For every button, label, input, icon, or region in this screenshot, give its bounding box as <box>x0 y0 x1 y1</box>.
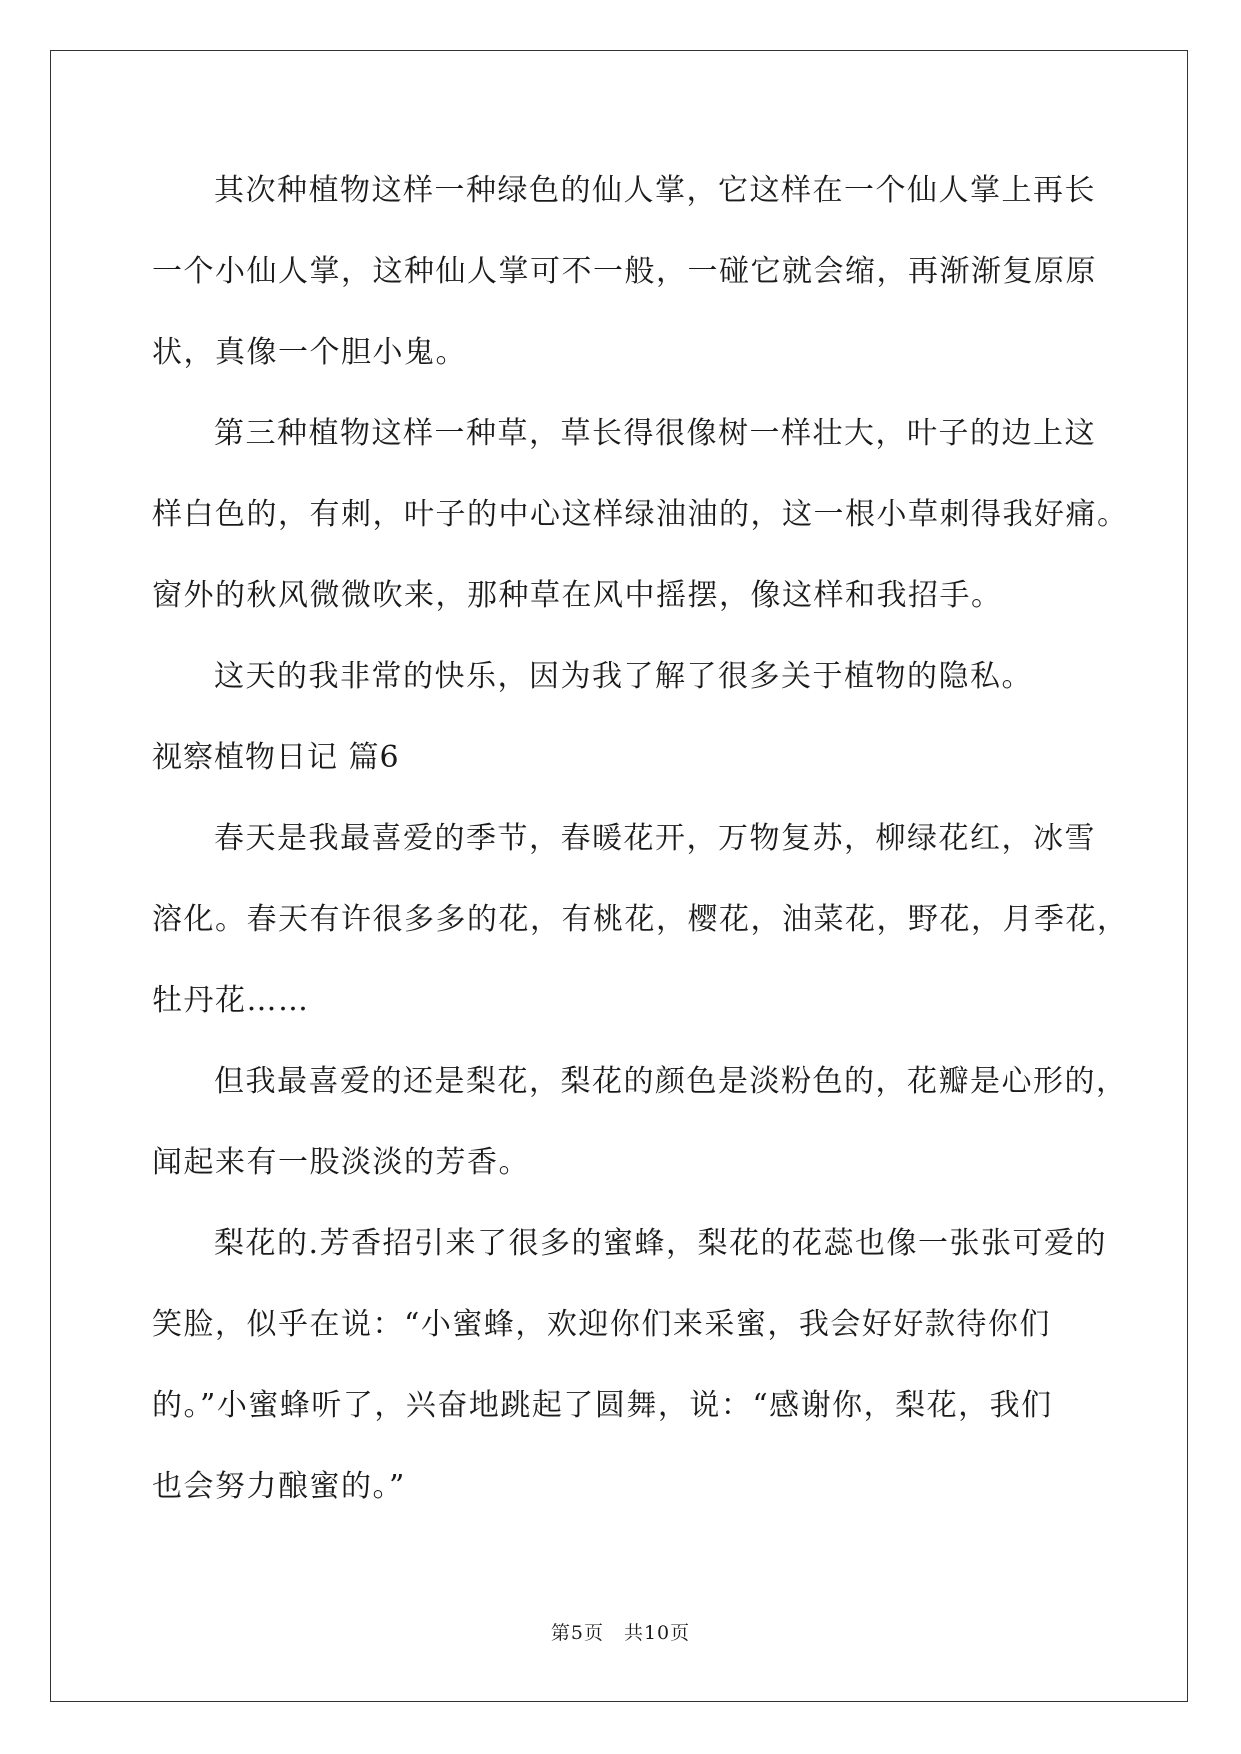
document-body <box>152 160 1129 1537</box>
text-line: 梨花的.芳香招引来了很多的蜜蜂，梨花的花蕊也像一张张可爱的 <box>214 1226 1108 1261</box>
page-number-footer: 第5页 共10页 <box>550 1622 691 1644</box>
text-line: 笑脸，似乎在说：“小蜜蜂，欢迎你们来采蜜，我会好好款待你们 <box>152 1307 1051 1342</box>
text-line: 的。”小蜜蜂听了，兴奋地跳起了圆舞，说：“感谢你，梨花，我们 <box>152 1388 1053 1423</box>
text-line: 也会努力酿蜜的。” <box>152 1469 406 1504</box>
text-line: 其次种植物这样一种绿色的仙人掌，它这样在一个仙人掌上再长 <box>214 173 1096 208</box>
text-line: 状，真像一个胆小鬼。 <box>152 335 467 370</box>
text-line: 溶化。春天有许很多多的花，有桃花，樱花，油菜花，野花，月季花， <box>152 902 1129 937</box>
text-line: 牡丹花…… <box>152 983 310 1018</box>
text-line: 这天的我非常的快乐，因为我了解了很多关于植物的隐私。 <box>214 659 1033 694</box>
text-line: 窗外的秋风微微吹来，那种草在风中摇摆，像这样和我招手。 <box>152 578 1003 613</box>
text-line: 第三种植物这样一种草，草长得很像树一样壮大，叶子的边上这 <box>214 416 1096 451</box>
text-line: 闻起来有一股淡淡的芳香。 <box>152 1145 530 1180</box>
section-title: 视察植物日记 篇6 <box>152 740 400 775</box>
text-line: 但我最喜爱的还是梨花，梨花的颜色是淡粉色的，花瓣是心形的， <box>214 1064 1128 1099</box>
text-line: 一个小仙人掌，这种仙人掌可不一般，一碰它就会缩，再渐渐复原原 <box>152 254 1097 289</box>
text-line: 春天是我最喜爱的季节，春暖花开，万物复苏，柳绿花红，冰雪 <box>214 821 1096 856</box>
text-line: 样白色的，有刺，叶子的中心这样绿油油的，这一根小草刺得我好痛。 <box>152 497 1129 532</box>
